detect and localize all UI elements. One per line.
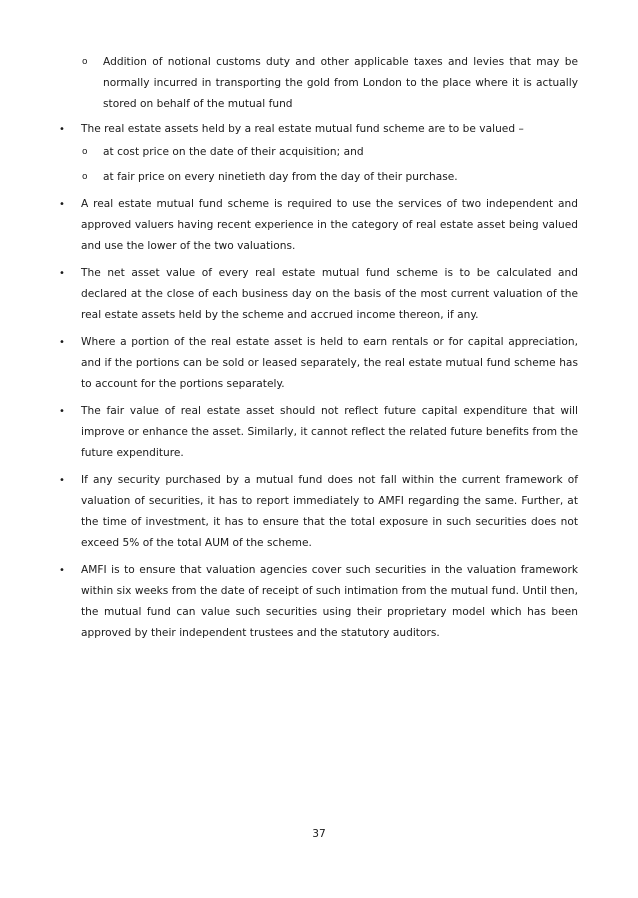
list-item [59,119,578,188]
list-item [59,470,578,554]
sub-bullet-marker: o [82,57,88,67]
list-item [59,263,578,326]
bullet-marker: • [59,337,65,348]
list-item [59,167,578,188]
list-item [59,52,578,115]
page-content [59,52,578,650]
sub-list [59,142,578,188]
paragraph-text: Where a portion of the real estate asset is held to earn rentals or for capital appreciation, and if the portions can be sold or leased separately, the real estate mutual fund scheme has to account for the portions separately. [81,336,578,390]
list-item [59,142,578,163]
paragraph-text: A real estate mutual fund scheme is required to use the services of two independent and approved valuers having recent experience in the category of real estate asset being valued and use the lower of the two valuations. [81,198,578,252]
bullet-marker: • [59,406,65,417]
sub-bullet-marker: o [82,147,88,157]
paragraph-text: AMFI is to ensure that valuation agencies cover such securities in the valuation framework within six weeks from the date of receipt of such intimation from the mutual fund. Until then, the mutual fund can value such securities using their proprietary model which has been approved by their independent trustees and the statutory auditors. [81,564,578,639]
paragraph-text: Addition of notional customs duty and other applicable taxes and levies that may be normally incurred in transporting the gold from London to the place where it is actually stored on behalf of the mutual fund [103,56,578,110]
sub-bullet-marker: o [82,172,88,182]
list-item [59,332,578,395]
bullet-marker: • [59,268,65,279]
bullet-marker: • [59,199,65,210]
list-item [59,194,578,257]
list-item [59,401,578,464]
bullet-marker: • [59,565,65,576]
bullet-marker: • [59,124,65,135]
paragraph-text: at fair price on every ninetieth day from the day of their purchase. [103,171,458,183]
paragraph-text: The fair value of real estate asset should not reflect future capital expenditure that will improve or enhance the asset. Similarly, it cannot reflect the related future benefits from the future expenditure. [81,405,578,459]
paragraph-text: at cost price on the date of their acquisition; and [103,146,364,158]
paragraph-text: If any security purchased by a mutual fund does not fall within the current framework of valuation of securities, it has to report immediately to AMFI regarding the same. Further, at the time of investment, it has to ensure that the total exposure in such securities does not exceed 5% of the total AUM of the scheme. [81,474,578,549]
paragraph-text: The net asset value of every real estate mutual fund scheme is to be calculated and declared at the close of each business day on the basis of the most current valuation of the real estate assets held by the scheme and accrued income thereon, if any. [81,267,578,321]
list-item [59,560,578,644]
bullet-marker: • [59,475,65,486]
paragraph-text: The real estate assets held by a real estate mutual fund scheme are to be valued – [81,123,524,135]
page-number: 37 [312,828,326,840]
